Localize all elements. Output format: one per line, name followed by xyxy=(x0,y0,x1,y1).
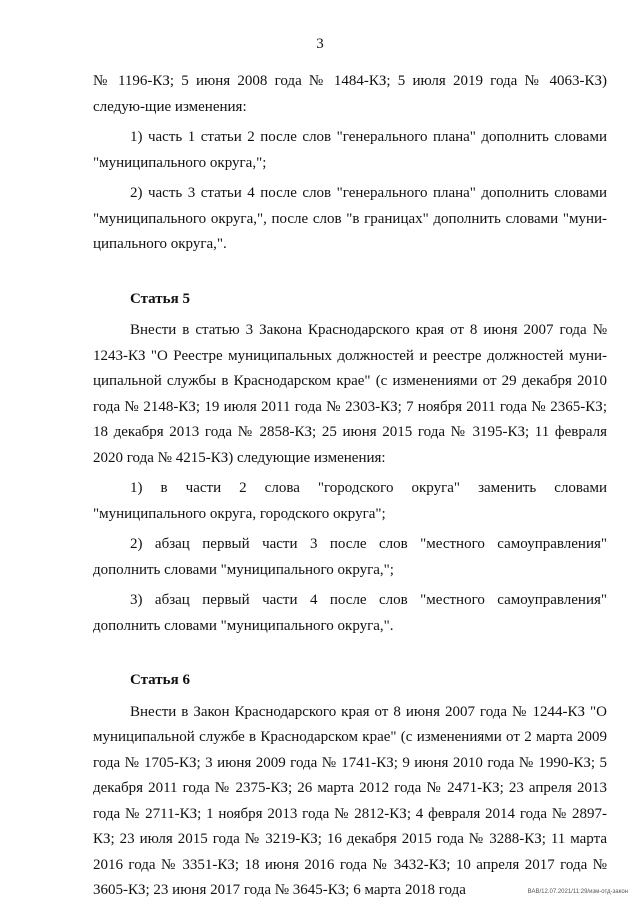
article-heading: Статья 5 xyxy=(130,290,190,307)
document-body xyxy=(93,69,607,909)
footer-code: ВАВ/12.07.2021/11:29/изм-отд-закон xyxy=(527,889,628,895)
paragraph: 2) часть 3 статьи 4 после слов "генерального плана" дополнить словами "муниципального округа,", после слов "в границах" дополнить словами "муни-ципального округа,". xyxy=(93,185,607,252)
paragraph: 1) часть 1 статьи 2 после слов "генерального плана" дополнить словами "муниципального округа,"; xyxy=(93,129,607,171)
paragraph: 3) абзац первый части 4 после слов "местного самоуправления" дополнить словами "муниципального округа,". xyxy=(93,592,607,634)
page-number: 3 xyxy=(316,36,324,52)
paragraph: 1) в части 2 слова "городского округа" заменить словами "муниципального округа, городского округа"; xyxy=(93,480,607,522)
article-heading: Статья 6 xyxy=(130,672,190,688)
paragraph: Внести в Закон Краснодарского края от 8 июня 2007 года № 1244-КЗ "О муниципальной службе в Краснодарском крае" (с изменениями от 2 марта 2009 года № 1705-КЗ; 3 июня 2009 года № 1741-КЗ; 9 июня 2010 года № 1990-КЗ; 5 декабря 2011 года № 2375-КЗ; 26 марта 2012 года № 2471-КЗ; 23 апреля 2013 года № 2711-КЗ; 1 ноября 2013 года № 2812-КЗ; 4 февраля 2014 года № 2897-КЗ; 23 июля 2015 года № 3219-КЗ; 16 декабря 2015 года № 3288-КЗ; 11 марта 2016 года № 3351-КЗ; 18 июня 2016 года № 3432-КЗ; 10 апреля 2017 года № 3605-КЗ; 23 июня 2017 года № 3645-КЗ; 6 марта 2018 года xyxy=(93,703,607,898)
paragraph: № 1196-КЗ; 5 июня 2008 года № 1484-КЗ; 5 июля 2019 года № 4063-КЗ) следую-щие изменения: xyxy=(93,73,607,115)
paragraph: Внести в статью 3 Закона Краснодарского края от 8 июня 2007 года № 1243-КЗ "О Реестре муниципальных должностей и реестре должностей муни-ципальной службы в Краснодарском крае" (с изменениями от 29 декабря 2010 года № 2148-КЗ; 19 июля 2011 года № 2303-КЗ; 7 ноября 2011 года № 2365-КЗ; 18 декабря 2013 года № 2858-КЗ; 25 июня 2015 года № 3195-КЗ; 11 февраля 2020 года № 4215-КЗ) следующие изменения: xyxy=(93,322,607,466)
paragraph: 2) абзац первый части 3 после слов "местного самоуправления" дополнить словами "муниципального округа,"; xyxy=(93,536,607,578)
